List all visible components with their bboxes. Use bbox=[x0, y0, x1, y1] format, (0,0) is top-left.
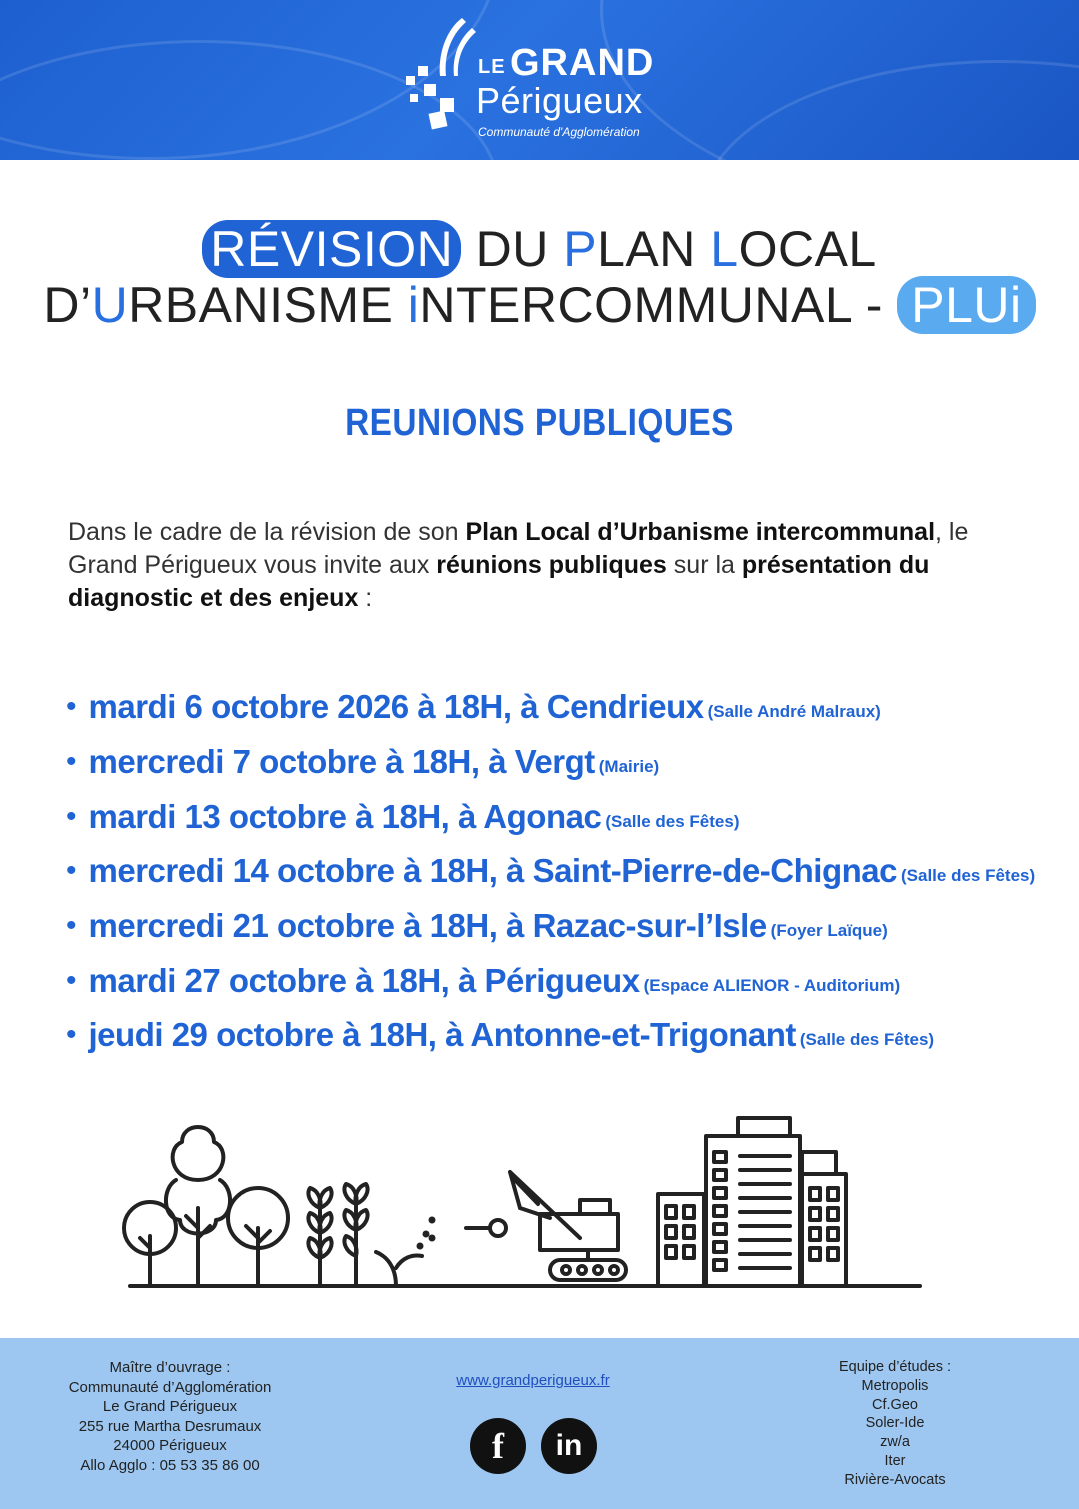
meeting-item bbox=[66, 844, 1046, 899]
logo-text-le: LE bbox=[478, 56, 506, 78]
title-letter-p: P bbox=[563, 221, 598, 277]
bullet-icon: • bbox=[66, 1018, 77, 1052]
title-letter-l: L bbox=[710, 221, 739, 277]
meeting-item bbox=[66, 953, 1046, 1008]
study-team-member: Cf.Geo bbox=[872, 1396, 918, 1413]
study-team-member: zw/a bbox=[880, 1434, 910, 1451]
meeting-item bbox=[66, 1008, 1046, 1063]
logo-mark-icon bbox=[400, 14, 480, 134]
intro-text: , le Grand Périgueux vous invite aux bbox=[68, 518, 969, 579]
meeting-venue: (Foyer Laïque) bbox=[770, 921, 888, 941]
logo-text-grand: GRAND bbox=[510, 42, 655, 84]
bullet-icon: • bbox=[66, 909, 77, 943]
meeting-date-place: jeudi 29 octobre à 18H, à Antonne-et-Trigonant bbox=[88, 1016, 796, 1054]
meeting-venue: (Mairie) bbox=[598, 757, 660, 777]
revision-pill: RÉVISION bbox=[202, 220, 461, 278]
study-team-title: Equipe d’études : bbox=[838, 1359, 952, 1375]
project-owner-block bbox=[30, 1358, 310, 1476]
study-team-member: Metropolis bbox=[861, 1377, 929, 1394]
bullet-icon: • bbox=[66, 799, 77, 833]
project-owner-line: Le Grand Périgueux bbox=[102, 1398, 238, 1416]
title-letter-u: U bbox=[91, 277, 129, 333]
bullet-icon: • bbox=[66, 690, 77, 724]
project-owner-line: 24000 Périgueux bbox=[113, 1437, 227, 1455]
meeting-venue: (Salle des Fêtes) bbox=[900, 866, 1036, 886]
meeting-venue: (Salle des Fêtes) bbox=[799, 1030, 935, 1050]
intro-paragraph bbox=[68, 516, 1028, 615]
meeting-venue: (Espace ALIENOR - Auditorium) bbox=[643, 975, 901, 995]
intro-bold: réunions publiques bbox=[436, 551, 667, 579]
title-fragment: NTERCOMMUNAL - bbox=[419, 277, 898, 333]
meeting-date-place: mercredi 14 octobre à 18H, à Saint-Pierre-de-Chignac bbox=[88, 852, 897, 890]
study-team-block bbox=[790, 1358, 1000, 1490]
project-owner-phone: Allo Agglo : 05 53 35 86 00 bbox=[80, 1456, 260, 1474]
meeting-venue: (Salle André Malraux) bbox=[707, 702, 881, 722]
study-team-member: Soler-Ide bbox=[865, 1415, 925, 1432]
title-fragment: DU bbox=[461, 221, 564, 277]
footer bbox=[0, 1338, 1079, 1509]
linkedin-icon[interactable]: in bbox=[541, 1418, 597, 1474]
study-team-member: Iter bbox=[884, 1452, 906, 1469]
title-fragment: RBANISME bbox=[128, 277, 408, 333]
grand-perigueux-logo bbox=[400, 14, 670, 144]
project-owner-line: 255 rue Martha Desrumaux bbox=[78, 1417, 262, 1435]
urban-landscape-illustration bbox=[110, 1108, 940, 1298]
title-letter-i: i bbox=[407, 277, 420, 333]
meeting-date-place: mardi 6 octobre 2026 à 18H, à Cendrieux bbox=[88, 688, 704, 726]
plui-pill: PLUi bbox=[897, 276, 1035, 334]
meeting-venue: (Salle des Fêtes) bbox=[605, 811, 740, 831]
bullet-icon: • bbox=[66, 963, 77, 997]
meeting-item bbox=[66, 680, 1046, 735]
study-team-member: Rivière-Avocats bbox=[844, 1471, 946, 1488]
meeting-date-place: mercredi 21 octobre à 18H, à Razac-sur-l’Isle bbox=[88, 907, 767, 945]
header-banner bbox=[0, 0, 1079, 160]
meeting-date-place: mardi 13 octobre à 18H, à Agonac bbox=[88, 797, 602, 835]
logo-text-city: Périgueux bbox=[476, 80, 643, 121]
section-heading: REUNIONS PUBLIQUES bbox=[345, 402, 734, 444]
intro-text: sur la bbox=[666, 551, 742, 579]
logo-subtitle: Communauté d'Agglomération bbox=[478, 125, 640, 139]
facebook-icon[interactable]: f bbox=[470, 1418, 526, 1474]
bullet-icon: • bbox=[66, 745, 77, 779]
meeting-item bbox=[66, 735, 1046, 790]
intro-text: : bbox=[358, 584, 373, 612]
meeting-date-place: mardi 27 octobre à 18H, à Périgueux bbox=[88, 961, 640, 999]
project-owner-title: Maître d’ouvrage : bbox=[109, 1359, 231, 1376]
intro-bold: Plan Local d’Urbanisme intercommunal bbox=[465, 518, 936, 546]
title-fragment: OCAL bbox=[738, 221, 877, 277]
page-title-line-2 bbox=[0, 276, 1079, 334]
website-link[interactable]: www.grandperigueux.fr bbox=[456, 1372, 610, 1389]
title-fragment: LAN bbox=[597, 221, 711, 277]
project-owner-line: Communauté d’Agglomération bbox=[68, 1378, 272, 1396]
meeting-item bbox=[66, 789, 1046, 844]
page-title-line-1 bbox=[0, 220, 1079, 278]
meeting-list bbox=[66, 680, 1046, 1063]
intro-text: Dans le cadre de la révision de son bbox=[68, 518, 466, 546]
intro-bold: présentation du diagnostic et des enjeux bbox=[68, 551, 930, 612]
title-fragment: D’ bbox=[43, 277, 92, 333]
meeting-item bbox=[66, 899, 1046, 954]
meeting-date-place: mercredi 7 octobre à 18H, à Vergt bbox=[88, 743, 595, 781]
bullet-icon: • bbox=[66, 854, 77, 888]
